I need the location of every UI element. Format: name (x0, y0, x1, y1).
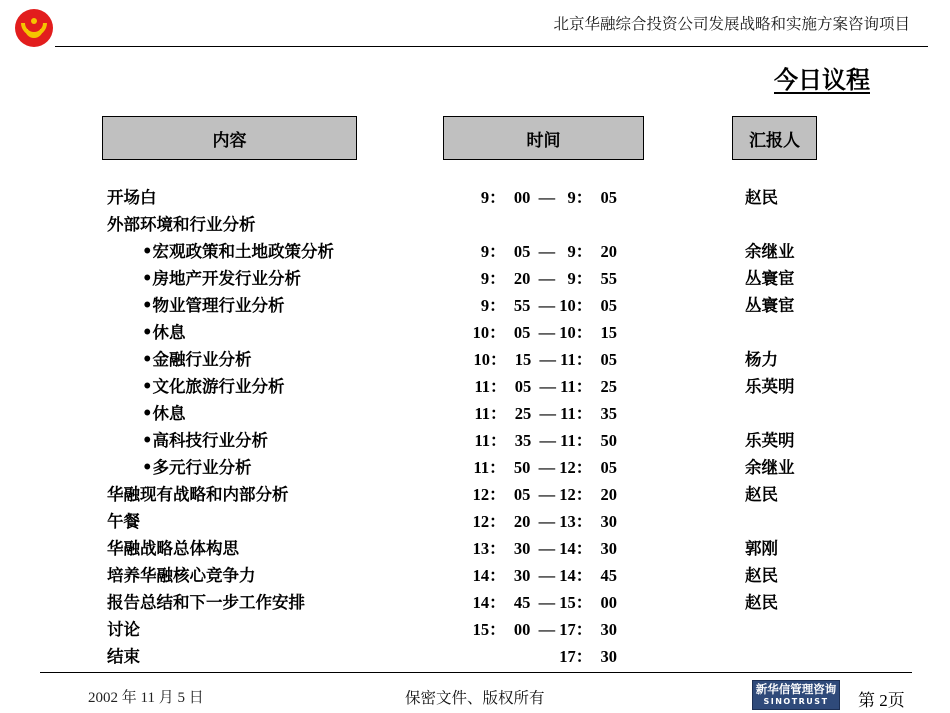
company-logo-icon (14, 8, 54, 48)
agenda-item-label: 报告总结和下一步工作安排 (107, 593, 305, 612)
agenda-item-label: 外部环境和行业分析 (107, 215, 256, 234)
agenda-row (0, 209, 950, 236)
agenda-row (0, 479, 950, 506)
footer-date: 2002 年 11 月 5 日 (88, 690, 204, 706)
agenda-item-label: 华融现有战略和内部分析 (107, 485, 289, 504)
agenda-item-time: 10： 15 — 11： 05 (473, 350, 617, 369)
header-title: 北京华融综合投资公司发展战略和实施方案咨询项目 (553, 15, 910, 33)
agenda-item-time: 9： 55 — 10： 05 (480, 296, 617, 315)
agenda-row (0, 317, 950, 344)
agenda-item-presenter: 赵民 (745, 566, 778, 585)
agenda-item-label: •休息 (142, 323, 186, 342)
agenda-item-label: 午餐 (107, 512, 140, 531)
agenda-row (0, 344, 950, 371)
agenda-row (0, 182, 950, 209)
agenda-row (0, 506, 950, 533)
agenda-row (0, 533, 950, 560)
agenda-list (0, 182, 950, 668)
agenda-item-time: 15： 00 — 17： 30 (472, 620, 617, 639)
page-number: 第 2页 (858, 691, 905, 710)
agenda-item-label: 华融战略总体构思 (107, 539, 239, 558)
agenda-item-label: •宏观政策和土地政策分析 (142, 242, 335, 261)
agenda-item-label: •多元行业分析 (142, 458, 252, 477)
agenda-item-time: 9： 00 — 9： 05 (480, 188, 617, 207)
agenda-item-time: 14： 30 — 14： 45 (472, 566, 617, 585)
agenda-row (0, 398, 950, 425)
footer-divider (40, 672, 912, 673)
footer-confidential-notice: 保密文件、版权所有 (405, 689, 545, 707)
agenda-item-presenter: 赵民 (745, 593, 778, 612)
agenda-item-time: 9： 05 — 9： 20 (480, 242, 617, 261)
agenda-item-label: 开场白 (107, 188, 157, 207)
agenda-row (0, 452, 950, 479)
agenda-item-time: 12： 20 — 13： 30 (472, 512, 617, 531)
agenda-item-label: 结束 (107, 647, 140, 666)
agenda-item-presenter: 乐英明 (745, 431, 795, 450)
agenda-item-label: •物业管理行业分析 (142, 296, 285, 315)
agenda-row (0, 587, 950, 614)
agenda-item-label: •文化旅游行业分析 (142, 377, 285, 396)
agenda-item-presenter: 余继业 (745, 458, 795, 477)
agenda-row (0, 290, 950, 317)
column-header-time: 时间 (443, 116, 644, 160)
agenda-row (0, 236, 950, 263)
agenda-item-presenter: 杨力 (745, 350, 778, 369)
header-divider (55, 46, 928, 47)
column-header-content: 内容 (102, 116, 357, 160)
sinotrust-logo (752, 680, 840, 710)
agenda-item-label: •房地产开发行业分析 (142, 269, 302, 288)
sinotrust-logo-en: SINOTRUST (763, 696, 829, 706)
agenda-item-time: 17： 30 (559, 647, 617, 666)
sinotrust-logo-cn: 新华信管理咨询 (755, 682, 837, 697)
agenda-row (0, 263, 950, 290)
agenda-item-label: •金融行业分析 (142, 350, 252, 369)
agenda-row (0, 560, 950, 587)
column-header-presenter: 汇报人 (732, 116, 817, 160)
agenda-row (0, 425, 950, 452)
agenda-row (0, 614, 950, 641)
agenda-item-time: 13： 30 — 14： 30 (472, 539, 617, 558)
agenda-item-label: 讨论 (107, 620, 140, 639)
agenda-row (0, 371, 950, 398)
agenda-item-time: 10： 05 — 10： 15 (472, 323, 617, 342)
agenda-item-time: 12： 05 — 12： 20 (472, 485, 617, 504)
agenda-item-label: •高科技行业分析 (142, 431, 269, 450)
agenda-item-time: 11： 50 — 12： 05 (473, 458, 617, 477)
agenda-item-presenter: 赵民 (745, 188, 778, 207)
agenda-item-time: 14： 45 — 15： 00 (472, 593, 617, 612)
agenda-item-presenter: 丛寰宦 (745, 296, 795, 315)
agenda-item-time: 11： 05 — 11： 25 (474, 377, 617, 396)
agenda-item-label: 培养华融核心竞争力 (107, 566, 256, 585)
agenda-item-presenter: 余继业 (745, 242, 795, 261)
page-title: 今日议程 (774, 66, 870, 94)
agenda-item-time: 11： 25 — 11： 35 (474, 404, 617, 423)
agenda-item-time: 11： 35 — 11： 50 (474, 431, 617, 450)
agenda-item-label: •休息 (142, 404, 186, 423)
agenda-item-presenter: 郭刚 (745, 539, 778, 558)
agenda-row (0, 641, 950, 668)
agenda-item-time: 9： 20 — 9： 55 (480, 269, 617, 288)
agenda-item-presenter: 乐英明 (745, 377, 795, 396)
agenda-item-presenter: 丛寰宦 (745, 269, 795, 288)
agenda-item-presenter: 赵民 (745, 485, 778, 504)
